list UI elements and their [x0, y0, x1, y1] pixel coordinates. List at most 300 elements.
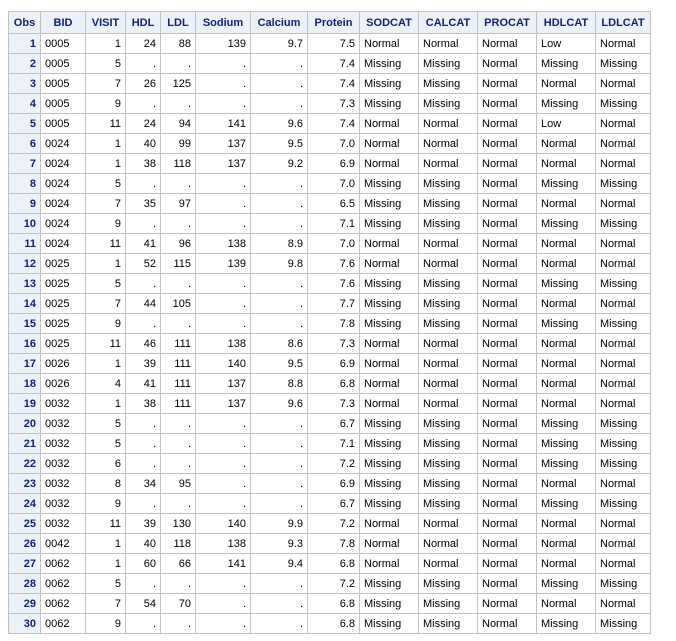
table-cell: .: [251, 174, 308, 194]
table-cell: Normal: [596, 294, 651, 314]
table-cell: Missing: [360, 454, 419, 474]
table-cell: Normal: [537, 514, 596, 534]
table-cell: .: [161, 494, 196, 514]
table-cell: 7.3: [308, 94, 360, 114]
table-cell: Normal: [478, 54, 537, 74]
row-number-cell: 4: [9, 94, 41, 114]
table-cell: Missing: [360, 314, 419, 334]
table-cell: 9.3: [251, 534, 308, 554]
table-cell: Normal: [596, 34, 651, 54]
table-cell: Normal: [419, 134, 478, 154]
table-cell: Normal: [360, 374, 419, 394]
table-row: [9, 314, 651, 334]
table-row: [9, 254, 651, 274]
table-cell: Normal: [537, 194, 596, 214]
table-row: [9, 194, 651, 214]
table-cell: 9.5: [251, 134, 308, 154]
table-cell: Normal: [537, 554, 596, 574]
table-cell: .: [161, 434, 196, 454]
table-cell: Missing: [419, 314, 478, 334]
table-cell: 54: [126, 594, 161, 614]
table-cell: 7.4: [308, 54, 360, 74]
column-header: LDL: [161, 12, 196, 34]
table-cell: 141: [196, 114, 251, 134]
row-number-cell: 17: [9, 354, 41, 374]
table-cell: .: [161, 94, 196, 114]
table-cell: Normal: [478, 554, 537, 574]
column-header: Obs: [9, 12, 41, 34]
table-cell: 11: [86, 114, 126, 134]
table-cell: .: [196, 474, 251, 494]
table-cell: 7.0: [308, 174, 360, 194]
table-cell: Normal: [537, 534, 596, 554]
table-cell: Normal: [419, 354, 478, 374]
table-cell: .: [196, 494, 251, 514]
table-cell: Normal: [360, 134, 419, 154]
table-cell: 6.5: [308, 194, 360, 214]
header-row: [9, 12, 651, 34]
table-cell: Missing: [596, 414, 651, 434]
table-cell: 6.7: [308, 494, 360, 514]
table-cell: Normal: [537, 74, 596, 94]
table-cell: Normal: [596, 354, 651, 374]
row-number-cell: 26: [9, 534, 41, 554]
table-cell: 125: [161, 74, 196, 94]
table-cell: 7: [86, 294, 126, 314]
table-cell: Normal: [596, 74, 651, 94]
table-cell: 26: [126, 74, 161, 94]
table-cell: 8.8: [251, 374, 308, 394]
table-cell: 0024: [41, 214, 86, 234]
table-cell: Missing: [537, 274, 596, 294]
table-cell: 0026: [41, 354, 86, 374]
table-cell: 0032: [41, 434, 86, 454]
table-cell: Missing: [537, 574, 596, 594]
row-number-cell: 9: [9, 194, 41, 214]
table-cell: .: [161, 614, 196, 634]
table-cell: Normal: [419, 554, 478, 574]
table-cell: 44: [126, 294, 161, 314]
table-cell: Missing: [360, 54, 419, 74]
table-cell: Normal: [360, 334, 419, 354]
table-cell: Missing: [419, 214, 478, 234]
table-cell: Normal: [596, 594, 651, 614]
table-cell: .: [251, 614, 308, 634]
table-cell: .: [196, 194, 251, 214]
table-cell: 24: [126, 114, 161, 134]
table-cell: 95: [161, 474, 196, 494]
table-cell: Normal: [596, 194, 651, 214]
table-cell: 0062: [41, 614, 86, 634]
row-number-cell: 18: [9, 374, 41, 394]
column-header: BID: [41, 12, 86, 34]
table-cell: 7.7: [308, 294, 360, 314]
table-cell: Normal: [537, 474, 596, 494]
table-row: [9, 154, 651, 174]
table-row: [9, 374, 651, 394]
table-cell: Missing: [360, 294, 419, 314]
table-cell: Missing: [360, 174, 419, 194]
table-cell: Missing: [419, 494, 478, 514]
table-cell: Missing: [360, 434, 419, 454]
table-cell: Normal: [478, 574, 537, 594]
table-cell: Normal: [478, 154, 537, 174]
table-cell: Normal: [419, 114, 478, 134]
table-cell: Missing: [419, 434, 478, 454]
table-cell: .: [251, 54, 308, 74]
table-cell: Normal: [360, 254, 419, 274]
table-cell: Missing: [596, 174, 651, 194]
table-cell: 0024: [41, 234, 86, 254]
table-cell: Low: [537, 114, 596, 134]
row-number-cell: 8: [9, 174, 41, 194]
table-cell: 0032: [41, 514, 86, 534]
table-cell: Normal: [360, 554, 419, 574]
table-cell: Missing: [360, 94, 419, 114]
table-cell: .: [161, 454, 196, 474]
table-row: [9, 514, 651, 534]
table-cell: .: [251, 474, 308, 494]
table-cell: Normal: [360, 34, 419, 54]
table-header: [9, 12, 651, 34]
table-cell: Normal: [537, 394, 596, 414]
table-cell: 6: [86, 454, 126, 474]
table-cell: Missing: [360, 574, 419, 594]
row-number-cell: 28: [9, 574, 41, 594]
table-cell: 0025: [41, 274, 86, 294]
table-cell: 0025: [41, 314, 86, 334]
table-cell: Missing: [537, 494, 596, 514]
table-cell: Normal: [478, 354, 537, 374]
table-cell: Normal: [478, 134, 537, 154]
row-number-cell: 20: [9, 414, 41, 434]
table-cell: 0025: [41, 254, 86, 274]
table-cell: Normal: [596, 154, 651, 174]
table-cell: Normal: [478, 374, 537, 394]
table-cell: 41: [126, 234, 161, 254]
table-cell: 137: [196, 374, 251, 394]
table-cell: Missing: [596, 494, 651, 514]
table-cell: 140: [196, 354, 251, 374]
table-cell: 111: [161, 374, 196, 394]
table-cell: Normal: [596, 374, 651, 394]
table-row: [9, 334, 651, 354]
table-cell: Missing: [537, 174, 596, 194]
table-cell: 8.6: [251, 334, 308, 354]
table-cell: 1: [86, 534, 126, 554]
table-cell: Normal: [537, 354, 596, 374]
table-cell: Normal: [596, 134, 651, 154]
table-cell: 0005: [41, 94, 86, 114]
row-number-cell: 19: [9, 394, 41, 414]
table-cell: Missing: [537, 414, 596, 434]
table-cell: Normal: [478, 494, 537, 514]
table-cell: 6.8: [308, 374, 360, 394]
table-row: [9, 614, 651, 634]
table-cell: Normal: [419, 394, 478, 414]
row-number-cell: 6: [9, 134, 41, 154]
table-cell: Normal: [419, 374, 478, 394]
table-cell: .: [196, 214, 251, 234]
table-cell: 7.4: [308, 114, 360, 134]
row-number-cell: 23: [9, 474, 41, 494]
table-cell: 8: [86, 474, 126, 494]
table-cell: 11: [86, 334, 126, 354]
row-number-cell: 1: [9, 34, 41, 54]
table-cell: Normal: [478, 474, 537, 494]
table-cell: 7.6: [308, 254, 360, 274]
table-cell: 9.7: [251, 34, 308, 54]
table-cell: 1: [86, 254, 126, 274]
table-cell: 1: [86, 354, 126, 374]
table-cell: .: [196, 614, 251, 634]
table-cell: 0062: [41, 554, 86, 574]
table-cell: .: [251, 434, 308, 454]
table-cell: 7.8: [308, 534, 360, 554]
table-row: [9, 474, 651, 494]
table-cell: 0005: [41, 74, 86, 94]
table-cell: Normal: [478, 274, 537, 294]
table-cell: Normal: [478, 194, 537, 214]
table-cell: Normal: [360, 354, 419, 374]
table-cell: Missing: [360, 274, 419, 294]
table-cell: Normal: [596, 234, 651, 254]
table-cell: .: [161, 574, 196, 594]
table-row: [9, 434, 651, 454]
table-cell: 7: [86, 594, 126, 614]
table-cell: Normal: [478, 174, 537, 194]
table-cell: Normal: [537, 294, 596, 314]
table-cell: 5: [86, 54, 126, 74]
table-cell: .: [126, 574, 161, 594]
table-cell: Missing: [419, 174, 478, 194]
table-cell: Missing: [537, 614, 596, 634]
table-cell: 40: [126, 134, 161, 154]
table-cell: Normal: [478, 394, 537, 414]
table-cell: 7.1: [308, 434, 360, 454]
table-cell: 6.8: [308, 614, 360, 634]
table-cell: 24: [126, 34, 161, 54]
table-cell: 11: [86, 514, 126, 534]
table-row: [9, 174, 651, 194]
table-cell: Normal: [419, 234, 478, 254]
table-row: [9, 114, 651, 134]
table-cell: Normal: [596, 514, 651, 534]
table-cell: Missing: [596, 314, 651, 334]
table-cell: 88: [161, 34, 196, 54]
table-cell: Missing: [596, 614, 651, 634]
table-cell: 7.2: [308, 454, 360, 474]
table-cell: Missing: [419, 454, 478, 474]
table-cell: .: [196, 434, 251, 454]
row-number-cell: 16: [9, 334, 41, 354]
table-cell: .: [196, 594, 251, 614]
table-cell: .: [126, 94, 161, 114]
table-cell: .: [126, 174, 161, 194]
table-row: [9, 554, 651, 574]
table-cell: 111: [161, 334, 196, 354]
table-cell: 0032: [41, 414, 86, 434]
table-cell: .: [126, 54, 161, 74]
table-cell: .: [161, 174, 196, 194]
table-cell: .: [161, 214, 196, 234]
table-cell: 9: [86, 94, 126, 114]
table-cell: .: [251, 414, 308, 434]
table-cell: Normal: [537, 234, 596, 254]
table-cell: 46: [126, 334, 161, 354]
table-cell: .: [196, 294, 251, 314]
table-cell: 9.6: [251, 394, 308, 414]
column-header: HDLCAT: [537, 12, 596, 34]
table-cell: Normal: [478, 454, 537, 474]
table-cell: .: [196, 574, 251, 594]
table-cell: 9: [86, 614, 126, 634]
table-cell: .: [251, 214, 308, 234]
table-cell: 0032: [41, 454, 86, 474]
table-cell: Normal: [360, 114, 419, 134]
table-cell: 0032: [41, 474, 86, 494]
table-cell: 7.1: [308, 214, 360, 234]
table-cell: Missing: [360, 74, 419, 94]
table-cell: .: [251, 194, 308, 214]
table-cell: 41: [126, 374, 161, 394]
table-cell: Missing: [360, 194, 419, 214]
table-cell: .: [196, 54, 251, 74]
table-row: [9, 354, 651, 374]
table-cell: 7.2: [308, 574, 360, 594]
table-cell: 118: [161, 534, 196, 554]
table-cell: Missing: [596, 454, 651, 474]
table-cell: .: [126, 454, 161, 474]
table-cell: Missing: [419, 94, 478, 114]
table-cell: Normal: [360, 394, 419, 414]
table-row: [9, 414, 651, 434]
table-cell: Normal: [478, 534, 537, 554]
table-cell: Normal: [360, 154, 419, 174]
row-number-cell: 10: [9, 214, 41, 234]
table-cell: Missing: [360, 474, 419, 494]
table-cell: 66: [161, 554, 196, 574]
table-cell: 9.9: [251, 514, 308, 534]
table-cell: 137: [196, 394, 251, 414]
row-number-cell: 12: [9, 254, 41, 274]
table-cell: 7.4: [308, 74, 360, 94]
table-cell: Normal: [596, 394, 651, 414]
table-cell: Normal: [478, 434, 537, 454]
table-cell: 9.5: [251, 354, 308, 374]
table-cell: Normal: [419, 254, 478, 274]
table-row: [9, 394, 651, 414]
table-cell: Normal: [478, 214, 537, 234]
table-cell: 7: [86, 194, 126, 214]
table-cell: .: [251, 594, 308, 614]
table-cell: Normal: [596, 474, 651, 494]
table-cell: Normal: [596, 534, 651, 554]
table-cell: 4: [86, 374, 126, 394]
table-cell: 0025: [41, 334, 86, 354]
table-row: [9, 594, 651, 614]
table-cell: Normal: [537, 374, 596, 394]
table-row: [9, 94, 651, 114]
table-cell: 52: [126, 254, 161, 274]
table-cell: 35: [126, 194, 161, 214]
table-cell: 9.4: [251, 554, 308, 574]
table-cell: 1: [86, 134, 126, 154]
table-cell: 0042: [41, 534, 86, 554]
table-cell: Missing: [537, 214, 596, 234]
row-number-cell: 13: [9, 274, 41, 294]
table-row: [9, 74, 651, 94]
table-cell: 6.9: [308, 154, 360, 174]
table-cell: 138: [196, 334, 251, 354]
table-cell: 0032: [41, 394, 86, 414]
table-cell: Normal: [478, 114, 537, 134]
table-cell: Normal: [478, 334, 537, 354]
table-row: [9, 134, 651, 154]
table-cell: Missing: [596, 94, 651, 114]
table-cell: Normal: [419, 514, 478, 534]
table-cell: Missing: [537, 434, 596, 454]
table-cell: 0024: [41, 154, 86, 174]
table-cell: Normal: [478, 94, 537, 114]
table-cell: Normal: [360, 234, 419, 254]
row-number-cell: 24: [9, 494, 41, 514]
table-cell: 139: [196, 254, 251, 274]
table-cell: 0062: [41, 574, 86, 594]
table-cell: 9.2: [251, 154, 308, 174]
table-cell: 1: [86, 34, 126, 54]
table-cell: 0024: [41, 134, 86, 154]
table-cell: .: [126, 274, 161, 294]
table-cell: .: [196, 274, 251, 294]
table-cell: 0032: [41, 494, 86, 514]
table-cell: .: [251, 94, 308, 114]
table-cell: Missing: [360, 414, 419, 434]
table-cell: Normal: [478, 514, 537, 534]
table-cell: Normal: [596, 554, 651, 574]
table-cell: 0025: [41, 294, 86, 314]
table-cell: .: [126, 434, 161, 454]
table-cell: 34: [126, 474, 161, 494]
table-row: [9, 494, 651, 514]
table-cell: .: [251, 494, 308, 514]
table-cell: Normal: [419, 34, 478, 54]
column-header: LDLCAT: [596, 12, 651, 34]
table-cell: 138: [196, 534, 251, 554]
table-cell: .: [126, 314, 161, 334]
column-header: PROCAT: [478, 12, 537, 34]
table-body: [9, 34, 651, 634]
table-cell: 8.9: [251, 234, 308, 254]
table-cell: 115: [161, 254, 196, 274]
table-cell: 5: [86, 274, 126, 294]
table-cell: .: [126, 614, 161, 634]
table-cell: 7.6: [308, 274, 360, 294]
table-cell: .: [251, 454, 308, 474]
table-cell: .: [126, 214, 161, 234]
table-row: [9, 274, 651, 294]
table-cell: Missing: [360, 214, 419, 234]
table-cell: .: [196, 454, 251, 474]
table-cell: 137: [196, 134, 251, 154]
table-cell: .: [161, 414, 196, 434]
table-cell: 60: [126, 554, 161, 574]
table-cell: 9: [86, 314, 126, 334]
table-cell: .: [251, 74, 308, 94]
table-cell: Missing: [419, 594, 478, 614]
table-cell: Normal: [478, 254, 537, 274]
row-number-cell: 30: [9, 614, 41, 634]
